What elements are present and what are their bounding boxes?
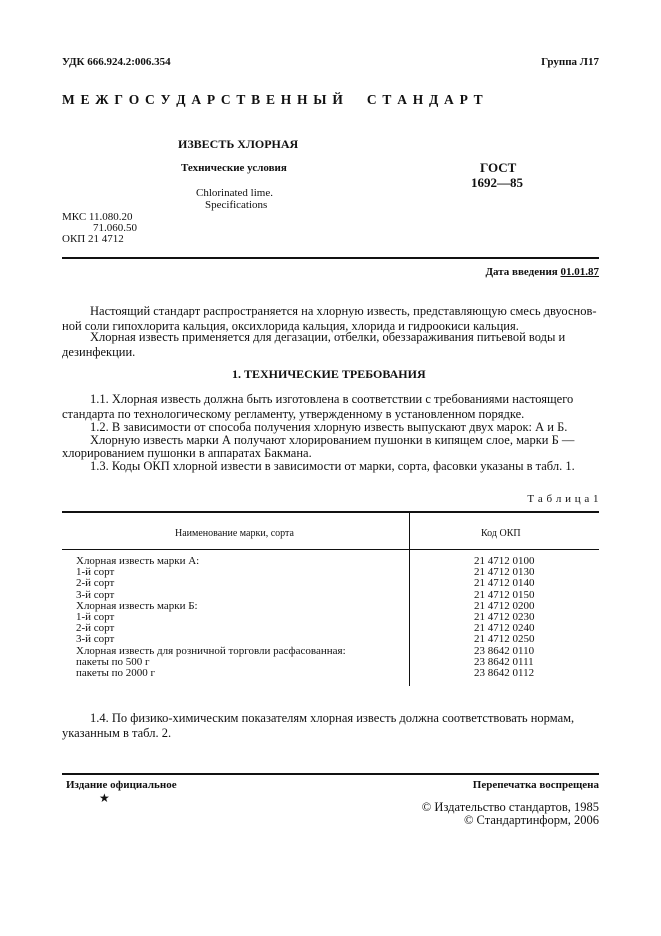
intro-p2-line1: Хлорная известь применяется для дегазации, отбелки, обеззараживания питьевой воды и xyxy=(90,330,566,344)
table-row-name: 2-й сорт xyxy=(76,577,115,590)
table-row-name: пакеты по 2000 г xyxy=(76,667,156,679)
okp-code: ОКП 21 4712 xyxy=(62,233,124,245)
introduction-date-label: Дата введения xyxy=(485,266,558,278)
reprint-prohibited: Перепечатка воспрещена xyxy=(472,779,599,791)
table-row-name: 3-й сорт xyxy=(76,633,115,646)
mks-code-2: 71.060.50 xyxy=(93,222,137,234)
table-header-code: Код ОКП xyxy=(481,528,521,539)
table-row-name: 3-й сорт xyxy=(76,588,115,601)
table-row-code: 21 4712 0230 xyxy=(474,611,535,623)
english-title-line1: Chlorinated lime. xyxy=(196,187,273,199)
english-title-line2: Specifications xyxy=(205,199,268,211)
footer-divider xyxy=(62,773,599,775)
clause-1-1-line2: стандарта по технологическому регламенту, утвержденному в установленном порядке. xyxy=(62,407,525,421)
gost-label: ГОСТ xyxy=(480,160,517,175)
clause-1-2b-line2: хлорированием пушонки в аппаратах Бакмана. xyxy=(62,446,312,460)
section-heading: 1. ТЕХНИЧЕСКИЕ ТРЕБОВАНИЯ xyxy=(232,367,426,381)
introduction-date xyxy=(485,266,599,278)
table-row-code: 21 4712 0130 xyxy=(474,566,535,579)
copyright-2006: © Стандартинформ, 2006 xyxy=(463,813,599,827)
group-code: Группа Л17 xyxy=(541,56,599,68)
table-header-name: Наименование марки, сорта xyxy=(175,528,294,539)
table-row-code: 23 8642 0111 xyxy=(474,655,534,668)
table-row-code: 23 8642 0112 xyxy=(474,667,535,679)
official-edition: Издание официальное xyxy=(66,779,177,791)
table-row-name: Хлорная известь марки Б: xyxy=(76,599,198,612)
clause-1-1-line1: 1.1. Хлорная известь должна быть изготовлена в соответствии с требованиями настоящего xyxy=(90,392,574,406)
table-row-code: 21 4712 0150 xyxy=(474,588,535,601)
table-top-rule xyxy=(62,511,599,513)
star-icon: ★ xyxy=(99,791,110,805)
intro-p1-line1: Настоящий стандарт распространяется на хлорную известь, представляющую смесь двуоснов- xyxy=(90,304,597,318)
udk-code: УДК 666.924.2:006.354 xyxy=(62,56,171,68)
table-row-name: пакеты по 500 г xyxy=(76,655,150,668)
clause-1-4-line1: 1.4. По физико-химическим показателям хлорная известь должна соответствовать нормам, xyxy=(90,711,575,725)
table-row-code: 21 4712 0240 xyxy=(474,622,535,635)
document-subtitle: Технические условия xyxy=(181,162,287,174)
standard-banner: М Е Ж Г О С У Д А Р С Т В Е Н Н Ы Й С Т А Н Д А Р Т xyxy=(62,92,484,107)
intro-p2-line2: дезинфекции. xyxy=(62,345,136,359)
table-row-code: 21 4712 0140 xyxy=(474,577,535,590)
table-row-name: 1-й сорт xyxy=(76,566,115,579)
clause-1-2: 1.2. В зависимости от способа получения хлорную известь выпускают двух марок: А и Б. xyxy=(90,420,568,434)
mks-code-1: МКС 11.080.20 xyxy=(62,211,133,223)
clause-1-3: 1.3. Коды ОКП хлорной извести в зависимости от марки, сорта, фасовки указаны в табл. 1. xyxy=(90,459,575,473)
intro-p1-line2: ной соли гипохлорита кальция, оксихлорида кальция, хлорида и гидроокиси кальция. xyxy=(62,319,519,333)
copyright-1985: © Издательство стандартов, 1985 xyxy=(421,800,599,814)
table-row-code: 23 8642 0110 xyxy=(474,644,535,657)
table-row-code: 21 4712 0250 xyxy=(474,633,535,646)
document-title: ИЗВЕСТЬ ХЛОРНАЯ xyxy=(178,137,299,151)
clause-1-2b-line1: Хлорную известь марки А получают хлорированием пушонки в кипящем слое, марки Б — xyxy=(90,433,575,447)
table-caption: Т а б л и ц а 1 xyxy=(527,493,599,505)
table-row-name: 1-й сорт xyxy=(76,611,115,623)
introduction-date-value: 01.01.87 xyxy=(560,266,599,278)
table-column-divider xyxy=(409,511,410,686)
clause-1-4-line2: указанным в табл. 2. xyxy=(62,726,172,740)
table-row-name: 2-й сорт xyxy=(76,622,115,635)
table-header-rule xyxy=(62,549,599,550)
gost-number: 1692—85 xyxy=(471,175,523,190)
table-row-name: Хлорная известь для розничной торговли расфасованная: xyxy=(76,644,346,657)
header-divider xyxy=(62,257,599,259)
table-row-code: 21 4712 0100 xyxy=(474,555,535,567)
table-row-name: Хлорная известь марки А: xyxy=(76,555,200,567)
table-row-code: 21 4712 0200 xyxy=(474,599,535,612)
